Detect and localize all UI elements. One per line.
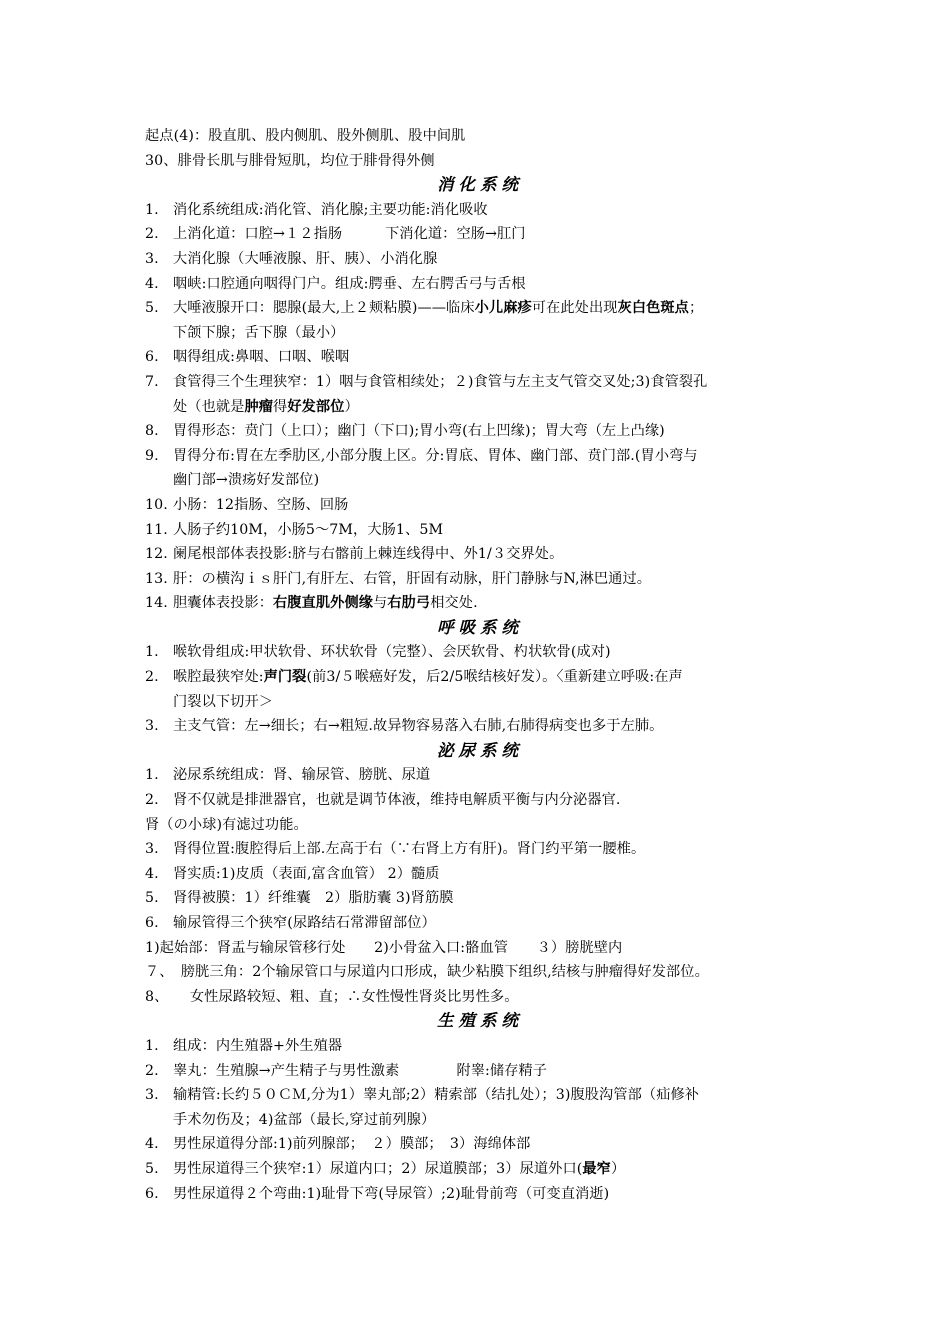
text-run: ）: [610, 1160, 626, 1177]
document-content: [145, 124, 815, 1206]
item-number: 6.: [145, 349, 159, 366]
item-number: 6.: [145, 1185, 159, 1202]
item-text: 胃得形态：贲门（上口）；幽门（下口);胃小弯(右上凹缘)；胃大弯（左上凸缘): [173, 423, 665, 440]
item-text: 喉软骨组成:甲状软骨、环状软骨（完整）、会厌软骨、杓状软骨(成对): [173, 644, 611, 661]
text-run: 门裂以下切开＞: [173, 693, 274, 710]
list-item: [145, 640, 815, 665]
bold-text: 右腹直肌外侧缘: [273, 595, 374, 612]
text-run: 与: [373, 595, 388, 612]
bold-text: 声门裂: [263, 669, 307, 686]
item-number: 3.: [145, 250, 159, 267]
text-run: ；: [688, 300, 704, 317]
text-run: 处（也就是: [173, 398, 245, 415]
bold-text: 灰白色斑点: [617, 300, 689, 317]
item-text: [173, 296, 815, 345]
bold-text: 肿瘤: [244, 398, 274, 415]
plain-line: 1)起始部：肾盂与输尿管移行处 2)小骨盆入口:骼血管 ３）膀胱壁内: [145, 939, 623, 956]
list-item: [145, 370, 815, 419]
bold-text: 右肋弓: [387, 595, 431, 612]
list-item: [145, 1059, 815, 1084]
list-item: [145, 296, 815, 345]
item-number: 3.: [145, 841, 159, 858]
text-run: 输精管:长约５０ＣＭ,分为1）睾丸部;2）精索部（结扎处）；3)腹股沟管部（疝修补: [173, 1087, 700, 1104]
list-item: [145, 567, 815, 592]
item-text: 肝：の横沟ｉｓ肝门,有肝左、右管，肝固有动脉，肝门静脉与N,淋巴通过。: [173, 570, 652, 587]
item-number: 3.: [145, 718, 159, 735]
item-text: 男性尿道得分部:1)前列腺部； ２）膜部； 3）海绵体部: [173, 1136, 531, 1153]
item-text: 肾得位置:腹腔得后上部.左高于右（∵右肾上方有肝)。肾门约平第一腰椎。: [173, 841, 646, 858]
list-item: [145, 345, 815, 370]
list-item: [145, 665, 815, 714]
text-run: 大唾液腺开口：腮腺(最大,上２颊粘膜)——临床: [173, 300, 475, 317]
list-item: [145, 1157, 815, 1182]
section-title-reproductive: 生殖系统: [437, 1011, 523, 1031]
plain-line: 肾（の小球)有滤过功能。: [145, 816, 308, 833]
item-text: [173, 1083, 815, 1132]
item-text: 阑尾根部体表投影:脐与右髂前上棘连线得中、外1/３交界处。: [173, 546, 564, 563]
text-run: 幽门部→溃疡好发部位): [173, 472, 320, 489]
list-item: [145, 419, 815, 444]
intro-line-2: 30、腓骨长肌与腓骨短肌，均位于腓骨得外侧: [145, 152, 435, 169]
item-text: [173, 665, 815, 714]
item-number: 8.: [145, 423, 159, 440]
item-number: 1.: [145, 201, 159, 218]
text-run: 胃得分布:胃在左季肋区,小部分腹上区。分:胃底、胃体、幽门部、贲门部.(胃小弯与: [173, 447, 698, 464]
item-text: 男性尿道得２个弯曲:1)耻骨下弯(导尿管）;2)耻骨前弯（可变直消逝): [173, 1185, 610, 1202]
item-number: 1.: [145, 767, 159, 784]
item-number: 14.: [145, 595, 168, 612]
list-item: [145, 247, 815, 272]
list-item: [145, 862, 815, 887]
list-item: [145, 272, 815, 297]
item-text: 组成：内生殖器+外生殖器: [173, 1037, 343, 1054]
intro-line-1: 起点(4)：股直肌、股内侧肌、股外侧肌、股中间肌: [145, 128, 466, 144]
item-number: 5.: [145, 890, 159, 907]
text-run: 男性尿道得三个狭窄:1）尿道内口；2）尿道膜部；3）尿道外口(: [173, 1160, 583, 1177]
item-number: 2.: [145, 669, 159, 686]
list-item: [145, 1132, 815, 1157]
list-item: [145, 1034, 815, 1059]
list-item: [145, 837, 815, 862]
list-item: [145, 763, 815, 788]
item-text: 上消化道：口腔→１２指肠 下消化道：空肠→肛门: [173, 226, 526, 243]
text-run: 可在此处出现: [531, 300, 618, 317]
item-text: [173, 370, 815, 419]
text-run: 下颌下腺；舌下腺（最小）: [173, 324, 345, 341]
item-number: 7.: [145, 373, 159, 390]
list-item: [145, 1083, 815, 1132]
section-title-respiratory: 呼吸系统: [437, 617, 523, 637]
item-number: 1.: [145, 1037, 159, 1054]
list-item: [145, 1182, 815, 1207]
list-item: [145, 911, 815, 936]
item-number: 6.: [145, 915, 159, 931]
item-number: 4.: [145, 275, 159, 292]
item-text: 输尿管得三个狭窄(尿路结石常滞留部位）: [173, 915, 436, 931]
bold-text: 好发部位: [287, 398, 345, 415]
bold-text: 最窄: [582, 1160, 611, 1177]
list-item: [145, 518, 815, 543]
text-run: 相交处.: [430, 595, 478, 612]
text-run: 得: [273, 398, 288, 415]
list-item: [145, 714, 815, 739]
list-item: [145, 198, 815, 223]
item-text: [173, 444, 815, 493]
plain-line: 8、 女性尿路较短、粗、直；∴女性慢性肾炎比男性多。: [145, 988, 519, 1005]
item-number: 5.: [145, 1160, 159, 1177]
item-text: 消化系统组成:消化管、消化腺;主要功能:消化吸收: [173, 201, 488, 218]
item-number: 9.: [145, 447, 159, 464]
text-run: 手术勿伤及；4)盆部（最长,穿过前列腺）: [173, 1111, 436, 1128]
item-text: 睾丸：生殖腺→产生精子与男性激素 附睾:储存精子: [173, 1062, 548, 1079]
text-run: 喉腔最狭窄处:: [173, 669, 264, 686]
item-text: 咽峡:口腔通向咽得门户。组成:腭垂、左右腭舌弓与舌根: [173, 275, 526, 292]
section-title-urinary: 泌尿系统: [437, 740, 523, 760]
text-run: ）: [344, 398, 359, 415]
item-text: 肾得被膜：1）纤维囊 2）脂肪囊 3)肾筋膜: [173, 890, 454, 907]
item-text: 泌尿系统组成：肾、输尿管、膀胱、尿道: [173, 767, 431, 784]
list-item: [145, 788, 815, 813]
item-text: [173, 591, 815, 616]
item-number: 1.: [145, 644, 159, 661]
list-item: [145, 493, 815, 518]
item-number: 13.: [145, 570, 168, 587]
item-text: [173, 1157, 815, 1182]
item-number: 4.: [145, 1136, 159, 1153]
plain-line: ７、 膀胱三角：2个输尿管口与尿道内口形成，缺少粘膜下组织,结核与肿瘤得好发部位。: [145, 964, 709, 981]
list-item: [145, 542, 815, 567]
item-text: 主支气管：左→细长；右→粗短.故异物容易落入右肺,右肺得病变也多于左肺。: [173, 718, 664, 735]
bold-text: 小儿麻疹: [474, 300, 532, 317]
item-number: 3.: [145, 1087, 159, 1104]
item-number: 12.: [145, 546, 168, 563]
item-text: 人肠子约10M，小肠5～7M，大肠1、5M: [173, 521, 444, 538]
item-text: 小肠：12指肠、空肠、回肠: [173, 496, 349, 513]
item-number: 10.: [145, 496, 168, 513]
section-title-digestive: 消化系统: [437, 175, 523, 195]
list-item: [145, 444, 815, 493]
item-number: 11.: [145, 521, 168, 538]
list-item: [145, 886, 815, 911]
list-item: [145, 591, 815, 616]
text-run: (前3/５喉癌好发，后2/5喉结核好发）。〈重新建立呼吸:在声: [306, 669, 683, 686]
item-number: 5.: [145, 300, 159, 317]
item-number: 2.: [145, 1062, 159, 1079]
item-text: 肾实质:1)皮质（表面,富含血管） 2）髓质: [173, 865, 440, 882]
item-number: 4.: [145, 865, 159, 882]
text-run: 胆囊体表投影：: [173, 595, 274, 612]
item-text: 大消化腺（大唾液腺、肝、胰）、小消化腺: [173, 250, 438, 267]
text-run: 食管得三个生理狭窄：1）咽与食管相续处；２)食管与左主支气管交叉处;3)食管裂孔: [173, 373, 708, 390]
item-text: 肾不仅就是排泄器官，也就是调节体液，维持电解质平衡与内分泌器官.: [173, 792, 621, 809]
list-item: [145, 222, 815, 247]
item-text: 咽得组成:鼻咽、口咽、喉咽: [173, 349, 350, 366]
item-number: 2.: [145, 226, 159, 243]
item-number: 2.: [145, 792, 159, 809]
